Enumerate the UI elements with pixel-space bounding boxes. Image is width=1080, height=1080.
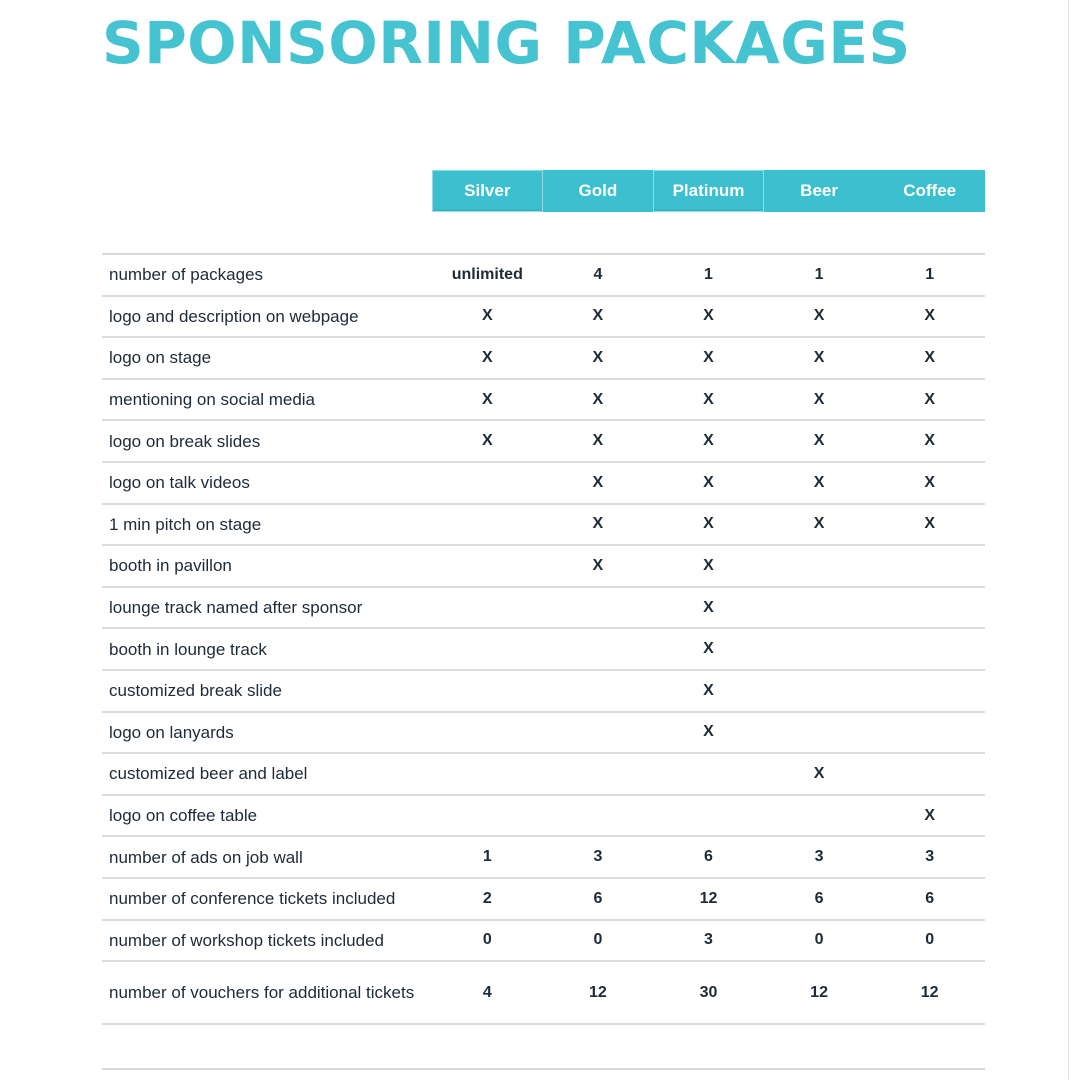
cell-gold: X — [592, 432, 604, 450]
cell-beer: X — [813, 390, 825, 408]
cell-gold: X — [592, 307, 604, 325]
cell-platinum: X — [703, 640, 714, 658]
cell-beer: 12 — [810, 983, 828, 1001]
cell-coffee: 12 — [920, 983, 939, 1001]
cell-platinum: 6 — [704, 848, 713, 866]
cell-gold: X — [592, 390, 604, 408]
cell-platinum: 30 — [699, 983, 718, 1001]
table-row — [102, 338, 985, 380]
row-label: logo on lanyards — [109, 722, 234, 742]
table-row — [102, 837, 985, 879]
column-header-silver: Silver — [432, 170, 543, 212]
packages-table — [102, 255, 985, 1025]
row-label: 1 min pitch on stage — [109, 514, 262, 534]
cell-gold: 12 — [588, 983, 607, 1001]
cell-gold: X — [592, 348, 604, 366]
row-label: number of workshop tickets included — [109, 930, 384, 950]
row-label: number of vouchers for additional tickets — [109, 983, 415, 1003]
table-row — [102, 505, 985, 547]
cell-beer: X — [813, 473, 825, 491]
cell-coffee: X — [924, 515, 935, 533]
row-label: number of ads on job wall — [109, 847, 303, 867]
cell-coffee: X — [924, 473, 935, 491]
cell-coffee: X — [924, 806, 935, 824]
cell-beer: X — [813, 432, 825, 450]
cell-gold: X — [592, 473, 604, 491]
cell-platinum: X — [703, 556, 714, 574]
table-row — [102, 796, 985, 838]
cell-gold: 6 — [593, 889, 603, 907]
table-row — [102, 629, 985, 671]
cell-platinum: X — [703, 473, 714, 491]
cell-beer: 6 — [814, 889, 824, 907]
row-label: mentioning on social media — [109, 390, 316, 410]
row-label: booth in lounge track — [109, 639, 267, 659]
cell-silver: X — [481, 390, 493, 408]
cell-gold: 4 — [593, 265, 603, 283]
table-row — [102, 754, 985, 796]
row-label: logo on break slides — [109, 431, 261, 451]
table-row — [102, 421, 985, 463]
cell-gold: X — [592, 515, 604, 533]
cell-coffee: 0 — [925, 931, 935, 949]
table-row — [102, 297, 985, 339]
cell-gold: X — [592, 556, 604, 574]
cell-beer: X — [813, 764, 825, 782]
row-label: booth in pavillon — [109, 556, 232, 576]
cell-coffee: 3 — [925, 848, 935, 866]
table-row — [102, 463, 985, 505]
column-header-gold: Gold — [543, 170, 654, 212]
table-row — [102, 588, 985, 630]
table-row — [102, 255, 985, 297]
cell-beer: X — [813, 307, 825, 325]
cell-silver: X — [481, 432, 493, 450]
cell-platinum: X — [703, 307, 714, 325]
cell-silver: X — [481, 348, 493, 366]
cell-beer: 3 — [814, 848, 824, 866]
cell-platinum: X — [703, 598, 714, 616]
cell-platinum: X — [703, 681, 714, 699]
cell-coffee: X — [924, 307, 935, 325]
cell-gold: 0 — [593, 931, 603, 949]
cell-platinum: X — [703, 348, 714, 366]
cell-beer: X — [813, 515, 825, 533]
cell-coffee: 1 — [925, 265, 935, 283]
column-header-platinum: Platinum — [653, 170, 764, 212]
column-header-bar — [432, 170, 985, 212]
cell-silver: unlimited — [451, 265, 523, 283]
column-header-beer: Beer — [764, 170, 875, 212]
row-label: customized break slide — [109, 681, 282, 701]
cell-coffee: 6 — [925, 889, 935, 907]
page-title: SPONSORING PACKAGES — [102, 9, 911, 77]
cell-platinum: X — [703, 432, 714, 450]
page-edge — [1068, 0, 1069, 1080]
cell-platinum: X — [703, 390, 714, 408]
cell-coffee: X — [924, 390, 935, 408]
cell-silver: X — [481, 307, 493, 325]
row-label: lounge track named after sponsor — [109, 598, 363, 618]
table-row — [102, 380, 985, 422]
cell-platinum: 12 — [699, 889, 718, 907]
cell-coffee: X — [924, 432, 935, 450]
cell-platinum: X — [703, 723, 714, 741]
cell-silver: 4 — [482, 983, 492, 1001]
row-label: logo on coffee table — [109, 806, 258, 826]
column-header-coffee: Coffee — [874, 170, 985, 212]
table-row — [102, 671, 985, 713]
cell-silver: 1 — [482, 848, 492, 866]
cell-coffee: X — [924, 348, 935, 366]
row-label: customized beer and label — [109, 764, 308, 784]
table-row — [102, 713, 985, 755]
cell-silver: 2 — [482, 889, 492, 907]
page-bottom-rule — [102, 1068, 985, 1070]
table-row — [102, 879, 985, 921]
cell-platinum: X — [703, 515, 714, 533]
cell-platinum: 1 — [704, 265, 713, 283]
row-label: logo and description on webpage — [109, 306, 359, 326]
cell-platinum: 3 — [704, 931, 713, 949]
row-label: logo on stage — [109, 348, 212, 368]
row-label: number of packages — [109, 265, 264, 285]
table-row — [102, 962, 985, 1025]
table-row — [102, 921, 985, 963]
cell-beer: X — [813, 348, 825, 366]
table-row — [102, 546, 985, 588]
cell-beer: 0 — [814, 931, 824, 949]
cell-silver: 0 — [482, 931, 492, 949]
cell-gold: 3 — [593, 848, 603, 866]
row-label: number of conference tickets included — [109, 889, 396, 909]
cell-beer: 1 — [814, 265, 824, 283]
row-label: logo on talk videos — [109, 473, 250, 493]
